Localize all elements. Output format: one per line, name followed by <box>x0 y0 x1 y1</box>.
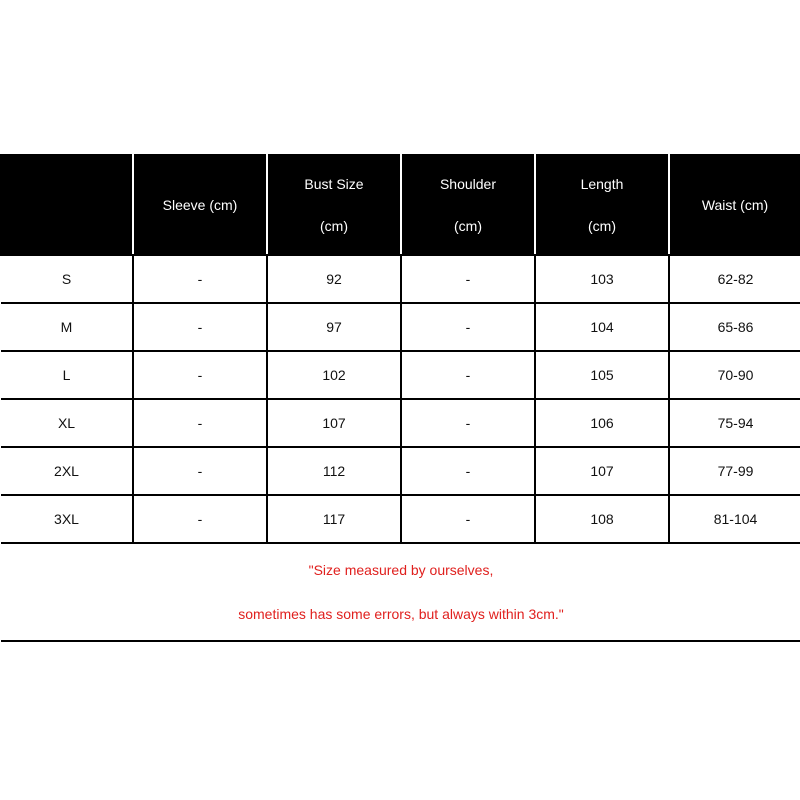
header-row <box>1 155 800 255</box>
bust-cell: 92 <box>267 255 401 303</box>
size-cell: 2XL <box>1 447 133 495</box>
note-line-2: sometimes has some errors, but always within 3cm." <box>238 606 564 622</box>
table-row <box>1 495 800 543</box>
size-cell: L <box>1 351 133 399</box>
sleeve-cell: - <box>133 351 267 399</box>
table-row <box>1 303 800 351</box>
bust-cell: 107 <box>267 399 401 447</box>
table-row <box>1 399 800 447</box>
shoulder-cell: - <box>401 399 535 447</box>
shoulder-cell: - <box>401 303 535 351</box>
waist-cell: 70-90 <box>669 351 800 399</box>
shoulder-cell: - <box>401 495 535 543</box>
waist-cell: 62-82 <box>669 255 800 303</box>
waist-cell: 81-104 <box>669 495 800 543</box>
sleeve-cell: - <box>133 495 267 543</box>
table-row <box>1 447 800 495</box>
table-row <box>1 351 800 399</box>
header-cell-shoulder: Shoulder (cm) <box>401 155 535 255</box>
note-line-1: "Size measured by ourselves, <box>308 562 494 578</box>
length-cell: 106 <box>535 399 669 447</box>
sleeve-cell: - <box>133 447 267 495</box>
waist-cell: 65-86 <box>669 303 800 351</box>
shoulder-cell: - <box>401 255 535 303</box>
length-cell: 108 <box>535 495 669 543</box>
table-row <box>1 255 800 303</box>
length-cell: 103 <box>535 255 669 303</box>
bust-cell: 97 <box>267 303 401 351</box>
bust-cell: 102 <box>267 351 401 399</box>
header-cell-size <box>1 155 133 255</box>
shoulder-cell: - <box>401 351 535 399</box>
waist-cell: 75-94 <box>669 399 800 447</box>
sleeve-cell: - <box>133 399 267 447</box>
measurement-note <box>1 543 800 641</box>
measurement-note-row <box>1 543 800 641</box>
size-cell: 3XL <box>1 495 133 543</box>
size-cell: S <box>1 255 133 303</box>
size-cell: M <box>1 303 133 351</box>
length-cell: 104 <box>535 303 669 351</box>
waist-cell: 77-99 <box>669 447 800 495</box>
header-cell-waist: Waist (cm) <box>669 155 800 255</box>
sleeve-cell: - <box>133 303 267 351</box>
header-cell-sleeve: Sleeve (cm) <box>133 155 267 255</box>
bust-cell: 117 <box>267 495 401 543</box>
length-cell: 105 <box>535 351 669 399</box>
shoulder-cell: - <box>401 447 535 495</box>
header-cell-length: Length (cm) <box>535 155 669 255</box>
header-cell-bust: Bust Size (cm) <box>267 155 401 255</box>
size-cell: XL <box>1 399 133 447</box>
size-chart-table <box>0 154 800 642</box>
length-cell: 107 <box>535 447 669 495</box>
sleeve-cell: - <box>133 255 267 303</box>
bust-cell: 112 <box>267 447 401 495</box>
